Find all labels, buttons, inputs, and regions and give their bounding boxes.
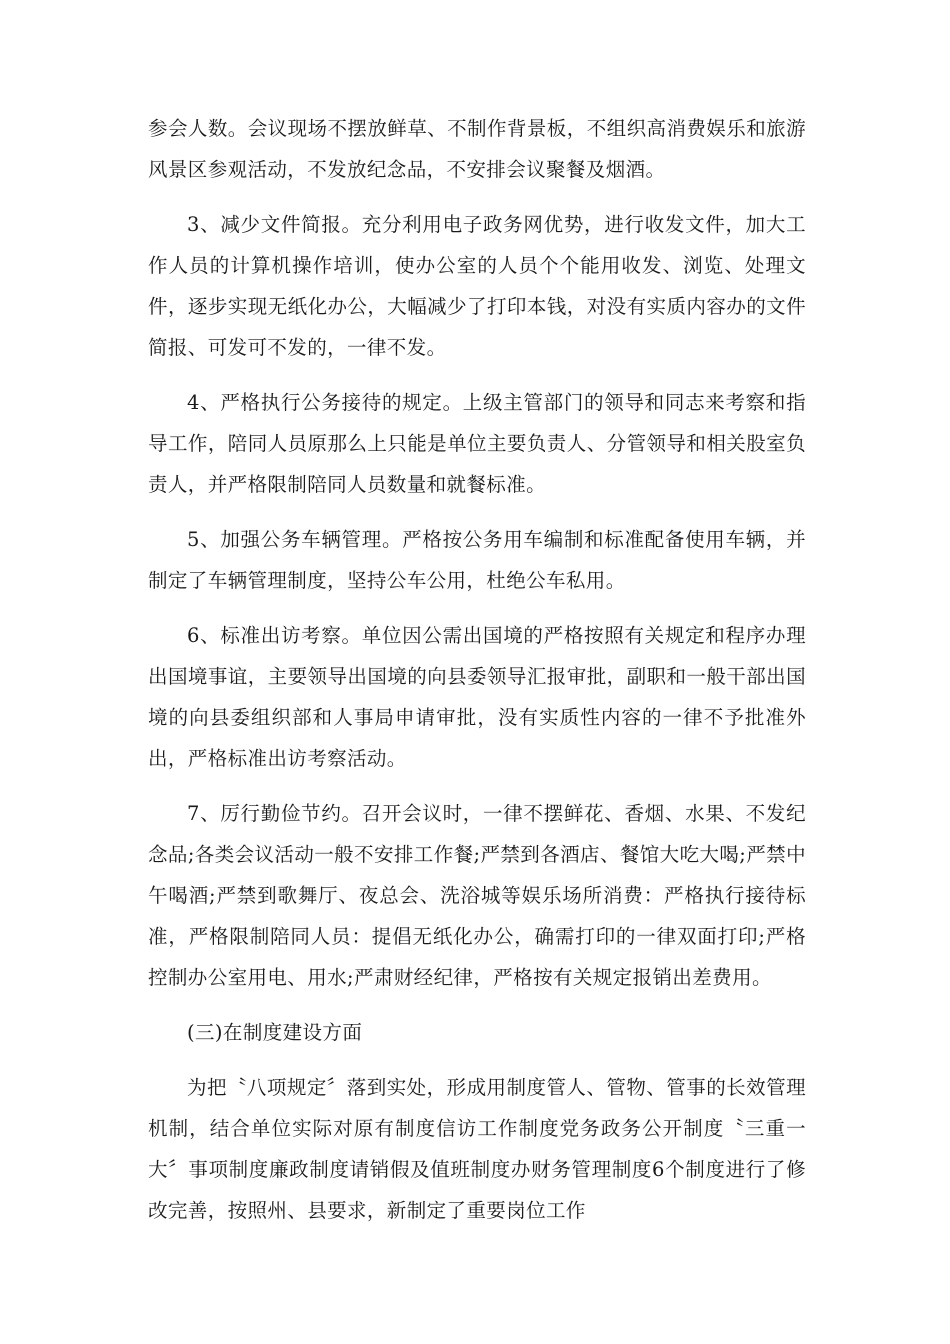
paragraph-meeting-continuation: 参会人数。会议现场不摆放鲜草、不制作背景板，不组织高消费娱乐和旅游风景区参观活动，不发放纪念品，不安排会议聚餐及烟酒。 xyxy=(148,117,806,181)
paragraph-official-reception: 4、严格执行公务接待的规定。上级主管部门的领导和同志来考察和指导工作，陪同人员原那么上只能是单位主要负责人、分管领导和相关股室负责人，并严格限制陪同人员数量和就餐标准。 xyxy=(148,391,806,496)
section-heading-system-building: (三)在制度建设方面 xyxy=(187,1021,363,1044)
paragraph-eight-rules: 为把〝八项规定〞落到实处，形成用制度管人、管物、管事的长效管理机制，结合单位实际对原有制度信访工作制度党务政务公开制度〝三重一大〞事项制度廉政制度请销假及值班制度办财务管理制度6个制度进行了修改完善，按照州、县要求，新制定了重要岗位工作 xyxy=(148,1076,806,1222)
paragraph-thrift: 7、厉行勤俭节约。召开会议时，一律不摆鲜花、香烟、水果、不发纪念品;各类会议活动一般不安排工作餐;严禁到各酒店、餐馆大吃大喝;严禁中午喝酒;严禁到歌舞厅、夜总会、洗浴城等娱乐场所消费：严格执行接待标准，严格限制陪同人员：提倡无纸化办公，确需打印的一律双面打印;严格控制办公室用电、用水;严肃财经纪律，严格按有关规定报销出差费用。 xyxy=(148,802,806,989)
document-body xyxy=(148,108,806,1245)
paragraph-vehicle-management: 5、加强公务车辆管理。严格按公务用车编制和标准配备使用车辆，并制定了车辆管理制度，坚持公车公用，杜绝公车私用。 xyxy=(148,528,806,592)
paragraph-overseas-visits: 6、标准出访考察。单位因公需出国境的严格按照有关规定和程序办理出国境事谊，主要领导出国境的向县委领导汇报审批，副职和一般干部出国境的向县委组织部和人事局申请审批，没有实质性内容的一律不予批准外出，严格标准出访考察活动。 xyxy=(148,624,806,770)
paragraph-reduce-documents: 3、减少文件简报。充分利用电子政务网优势，进行收发文件，加大工作人员的计算机操作培训，使办公室的人员个个能用收发、浏览、处理文件，逐步实现无纸化办公，大幅减少了打印本钱，对没有实质内容办的文件简报、可发可不发的，一律不发。 xyxy=(148,213,806,359)
